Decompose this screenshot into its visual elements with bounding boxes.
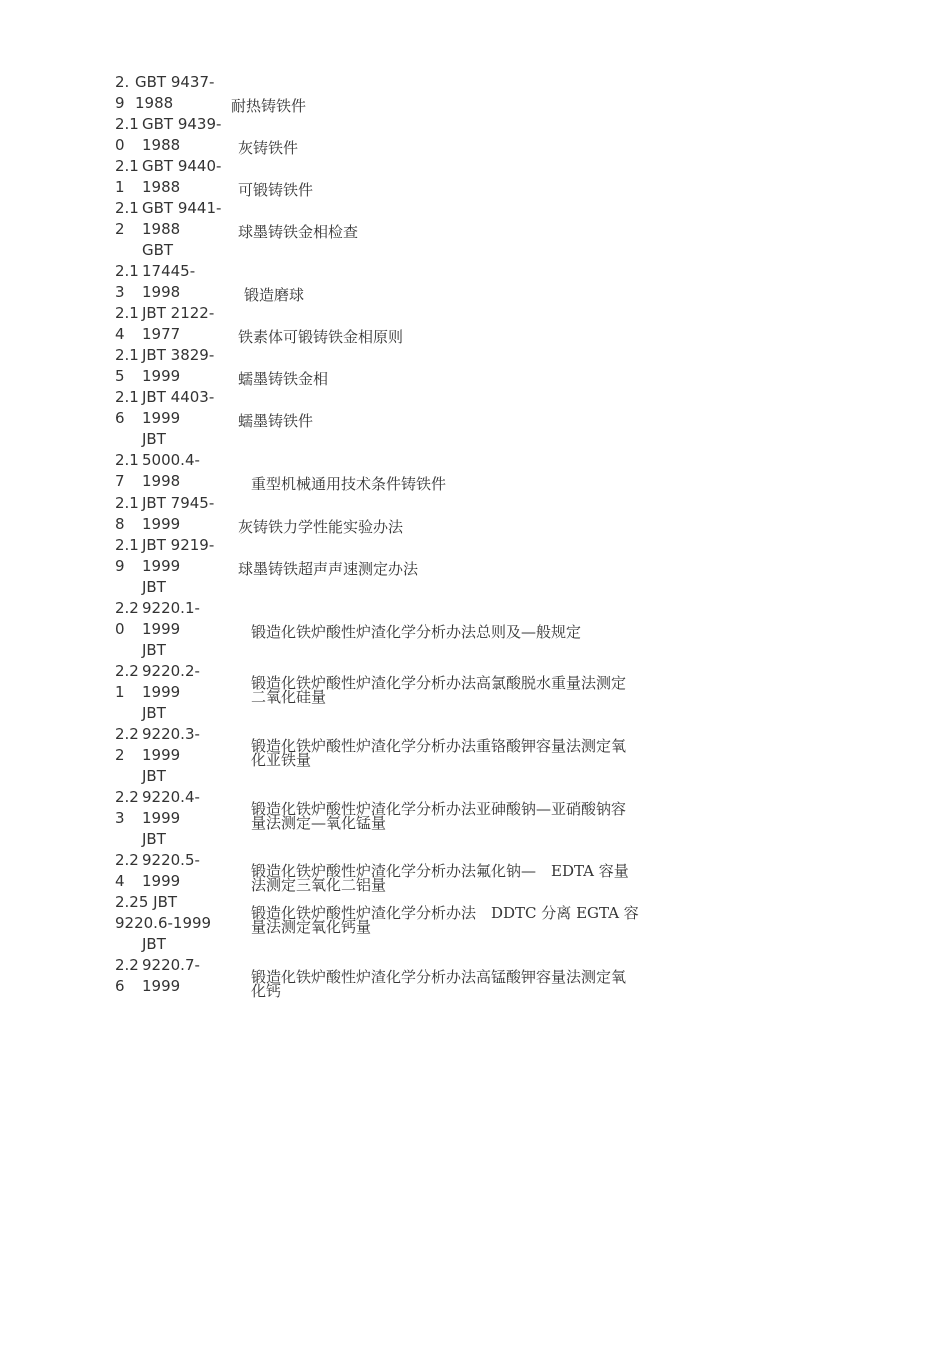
standard-title: 铁素体可锻铸铁金相原则 <box>238 328 404 346</box>
standard-title: 二氧化硅量 <box>251 688 327 706</box>
standard-title: 锻造化铁炉酸性炉渣化学分析办法高锰酸钾容量法测定氧 <box>251 968 627 986</box>
item-number: 2.2 <box>115 851 139 869</box>
standard-title: 锻造化铁炉酸性炉渣化学分析办法高氯酸脱水重量法测定 <box>251 674 627 692</box>
standard-code: JBT <box>142 830 166 848</box>
item-number: 2.1 <box>115 262 139 280</box>
standard-code: 1998 <box>142 283 181 301</box>
standard-code: 1988 <box>142 178 181 196</box>
item-number: 2 <box>115 746 125 764</box>
standard-code: 1988 <box>142 220 181 238</box>
item-number: 2.1 <box>115 115 139 133</box>
standard-title: 法测定三氧化二铝量 <box>251 876 387 894</box>
standard-code: 1999 <box>142 809 181 827</box>
standard-title: 锻造化铁炉酸性炉渣化学分析办法氟化钠— EDTA 容量 <box>251 862 629 880</box>
standard-code: 5000.4- <box>142 451 200 469</box>
standard-title: 可锻铸铁件 <box>238 181 314 199</box>
standard-code: 1999 <box>142 872 181 890</box>
standard-code: 9220.4- <box>142 788 200 806</box>
standard-code: JBT 2122- <box>142 304 215 322</box>
item-number: 4 <box>115 872 125 890</box>
standard-code: JBT 9219- <box>142 536 215 554</box>
item-number: 2.1 <box>115 304 139 322</box>
standard-code: GBT 9439- <box>142 115 222 133</box>
standard-title: 灰铸铁件 <box>238 139 299 157</box>
standard-code: 9220.5- <box>142 851 200 869</box>
standard-title: 灰铸铁力学性能实验办法 <box>238 518 404 536</box>
item-number: 2.1 <box>115 536 139 554</box>
standard-code: JBT 4403- <box>142 388 215 406</box>
standard-code: 1988 <box>135 94 174 112</box>
item-number: 2.2 <box>115 956 139 974</box>
item-number: 3 <box>115 809 125 827</box>
standard-title: 球墨铸铁超声声速测定办法 <box>238 560 419 578</box>
standard-code: 1999 <box>142 367 181 385</box>
standard-code: GBT <box>142 241 174 259</box>
item-number: 2.2 <box>115 725 139 743</box>
standard-code: 1999 <box>142 683 181 701</box>
standard-code: 1999 <box>142 620 181 638</box>
item-number: 2.1 <box>115 388 139 406</box>
item-number: 0 <box>115 620 125 638</box>
item-number: 2.1 <box>115 199 139 217</box>
standard-code: 1999 <box>142 746 181 764</box>
standard-code: 9220.1- <box>142 599 200 617</box>
standard-code: JBT <box>142 704 166 722</box>
standard-title: 锻造化铁炉酸性炉渣化学分析办法 DDTC 分离 EGTA 容 <box>251 904 639 922</box>
standard-code: 1999 <box>142 977 181 995</box>
standard-code: JBT <box>142 641 166 659</box>
standard-code: 9220.7- <box>142 956 200 974</box>
item-number: 6 <box>115 409 125 427</box>
standard-code: 1999 <box>142 515 181 533</box>
standard-title: 蠕墨铸铁金相 <box>238 370 329 388</box>
item-number: 2.1 <box>115 451 139 469</box>
standard-title: 耐热铸铁件 <box>231 97 307 115</box>
item-number: 1 <box>115 178 125 196</box>
item-number: 2.1 <box>115 494 139 512</box>
standard-code: 1977 <box>142 325 181 343</box>
item-number: 9220.6-1999 <box>115 914 212 932</box>
standard-title: 量法测定氧化钙量 <box>251 918 372 936</box>
standard-code: 9220.2- <box>142 662 200 680</box>
standard-code: JBT <box>142 430 166 448</box>
item-number: 2.25 JBT <box>115 893 178 911</box>
standard-code: GBT 9437- <box>135 73 215 91</box>
standard-title: 锻造化铁炉酸性炉渣化学分析办法总则及—般规定 <box>251 623 582 641</box>
standard-code: GBT 9441- <box>142 199 222 217</box>
standard-title: 锻造化铁炉酸性炉渣化学分析办法亚砷酸钠—亚硝酸钠容 <box>251 800 627 818</box>
item-number: 7 <box>115 472 125 490</box>
standard-code: 1988 <box>142 136 181 154</box>
item-number: 5 <box>115 367 125 385</box>
standard-title: 重型机械通用技术条件铸铁件 <box>251 475 447 493</box>
item-number: 9 <box>115 94 125 112</box>
item-number: 2.1 <box>115 157 139 175</box>
item-number: 2.2 <box>115 662 139 680</box>
item-number: 2 <box>115 220 125 238</box>
item-number: 1 <box>115 683 125 701</box>
standard-code: JBT <box>142 578 166 596</box>
standard-code: JBT 3829- <box>142 346 215 364</box>
standard-title: 化钙 <box>251 982 282 1000</box>
standard-code: JBT 7945- <box>142 494 215 512</box>
standard-title: 锻造化铁炉酸性炉渣化学分析办法重铬酸钾容量法测定氧 <box>251 737 627 755</box>
standard-code: 9220.3- <box>142 725 200 743</box>
standard-code: JBT <box>142 767 166 785</box>
item-number: 8 <box>115 515 125 533</box>
item-number: 9 <box>115 557 125 575</box>
standard-title: 量法测定—氧化锰量 <box>251 814 387 832</box>
standard-code: 1999 <box>142 557 181 575</box>
item-number: 2.2 <box>115 599 139 617</box>
item-number: 4 <box>115 325 125 343</box>
item-number: 2.1 <box>115 346 139 364</box>
item-number: 2.2 <box>115 788 139 806</box>
standard-code: 1999 <box>142 409 181 427</box>
item-number: 6 <box>115 977 125 995</box>
standard-code: GBT 9440- <box>142 157 222 175</box>
item-number: 3 <box>115 283 125 301</box>
standard-code: JBT <box>142 935 166 953</box>
standard-code: 17445- <box>142 262 196 280</box>
item-number: 2. <box>115 73 130 91</box>
standard-title: 化亚铁量 <box>251 751 312 769</box>
standard-title: 蠕墨铸铁件 <box>238 412 314 430</box>
standard-title: 球墨铸铁金相检查 <box>238 223 359 241</box>
item-number: 0 <box>115 136 125 154</box>
standard-code: 1998 <box>142 472 181 490</box>
standard-title: 锻造磨球 <box>244 286 305 304</box>
